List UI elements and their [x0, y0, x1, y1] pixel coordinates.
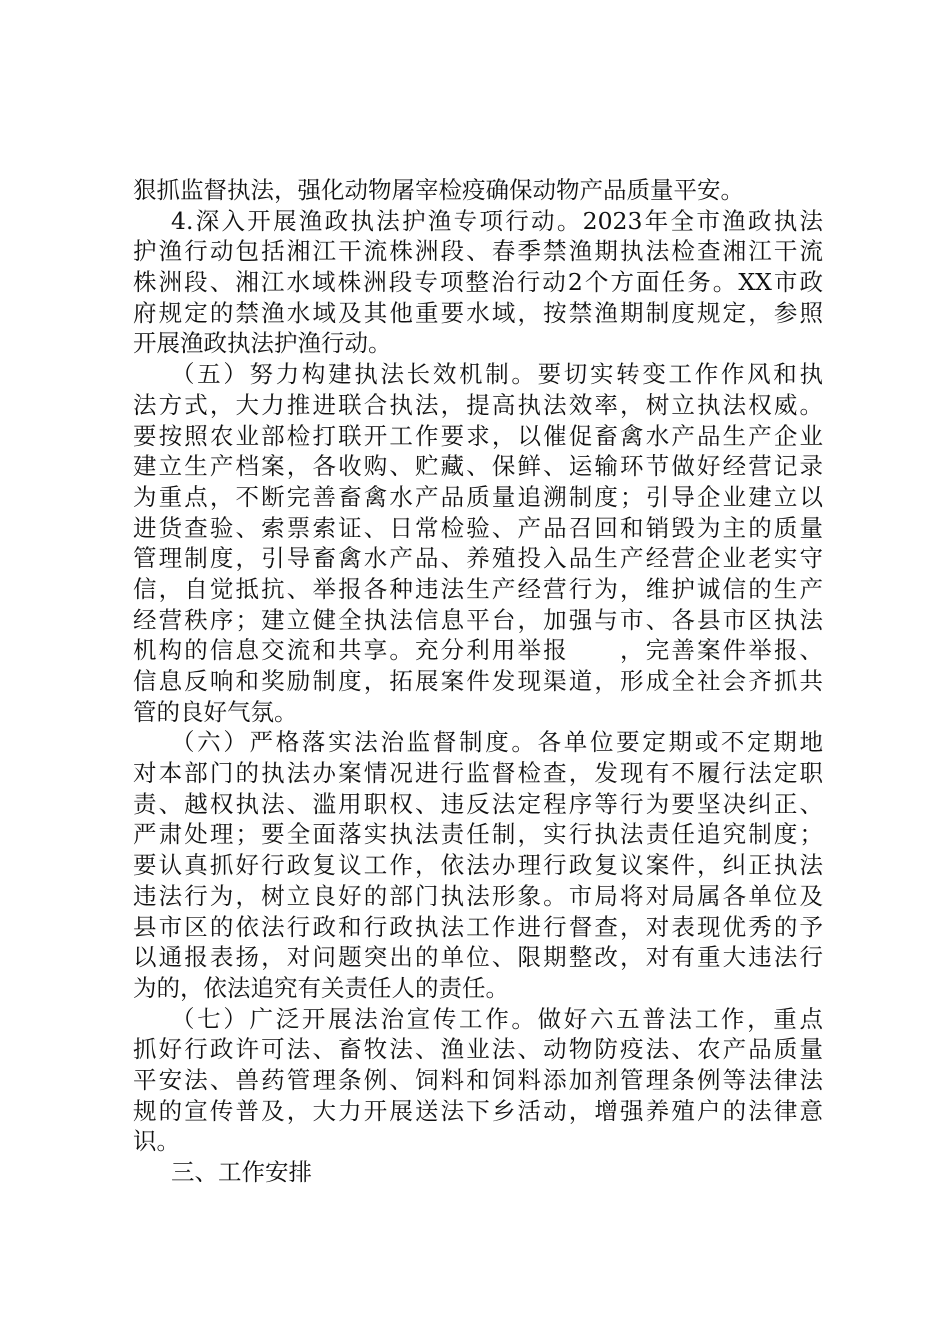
- text-line: 严肃处理；要全面落实执法责任制，实行执法责任追究制度；: [133, 820, 823, 849]
- text-line: 要认真抓好行政复议工作，依法办理行政复议案件，纠正执法: [133, 851, 823, 880]
- text-line: 责、越权执法、滥用职权、违反法定程序等行为要坚决纠正、: [133, 789, 823, 818]
- text-line: 为的，依法追究有关责任人的责任。: [133, 973, 509, 1002]
- text-line: 抓好行政许可法、畜牧法、渔业法、动物防疫法、农产品质量: [133, 1035, 823, 1064]
- paragraph-first-line: 三、工作安排: [171, 1158, 312, 1186]
- paragraph-first-line: （七）广泛开展法治宣传工作。做好六五普法工作，重点: [171, 1004, 823, 1033]
- text-line: 规的宣传普及，大力开展送法下乡活动，增强养殖户的法律意: [133, 1096, 823, 1125]
- text-line: 经营秩序；建立健全执法信息平台，加强与市、各县市区执法: [133, 605, 823, 634]
- text-line: 平安法、兽药管理条例、饲料和饲料添加剂管理条例等法律法: [133, 1065, 823, 1094]
- text-line: 识。: [133, 1127, 180, 1156]
- text-line: 建立生产档案，各收购、贮藏、保鲜、运输环节做好经营记录: [133, 452, 823, 481]
- text-line: 开展渔政执法护渔行动。: [133, 329, 392, 358]
- text-line: 株洲段、湘江水域株洲段专项整治行动2个方面任务。XX市政: [133, 268, 823, 297]
- text-line: 为重点，不断完善畜禽水产品质量追溯制度；引导企业建立以: [133, 482, 823, 511]
- text-line: 违法行为，树立良好的部门执法形象。市局将对局属各单位及: [133, 881, 823, 910]
- text-line: 管的良好气氛。: [133, 697, 298, 726]
- paragraph-first-line: 4.深入开展渔政执法护渔专项行动。2023年全市渔政执法: [171, 206, 823, 235]
- text-line: 管理制度，引导畜禽水产品、养殖投入品生产经营企业老实守: [133, 544, 823, 573]
- text-line: 护渔行动包括湘江干流株洲段、春季禁渔期执法检查湘江干流: [133, 237, 823, 266]
- text-line: 信息反响和奖励制度，拓展案件发现渠道，形成全社会齐抓共: [133, 667, 823, 695]
- paragraph-first-line: （六）严格落实法治监督制度。各单位要定期或不定期地: [171, 728, 823, 757]
- text-line: 机构的信息交流和共享。充分利用举报 ，完善案件举报、: [133, 636, 823, 665]
- text-line: 法方式，大力推进联合执法，提高执法效率，树立执法权威。: [133, 390, 823, 419]
- text-line: 以通报表扬，对问题突出的单位、限期整改，对有重大违法行: [133, 943, 823, 972]
- document-body: [133, 175, 823, 1188]
- text-line: 县市区的依法行政和行政执法工作进行督查，对表现优秀的予: [133, 912, 823, 941]
- text-line: 狠抓监督执法，强化动物屠宰检疫确保动物产品质量平安。: [133, 176, 744, 204]
- text-line: 要按照农业部检打联开工作要求，以催促畜禽水产品生产企业: [133, 421, 823, 450]
- text-line: 信，自觉抵抗、举报各种违法生产经营行为，维护诚信的生产: [133, 574, 823, 603]
- text-line: 进货查验、索票索证、日常检验、产品召回和销毁为主的质量: [133, 513, 823, 542]
- paragraph-first-line: （五）努力构建执法长效机制。要切实转变工作作风和执: [171, 360, 823, 389]
- text-line: 府规定的禁渔水域及其他重要水域，按禁渔期制度规定，参照: [133, 298, 823, 327]
- text-line: 对本部门的执法办案情况进行监督检查，发现有不履行法定职: [133, 759, 823, 788]
